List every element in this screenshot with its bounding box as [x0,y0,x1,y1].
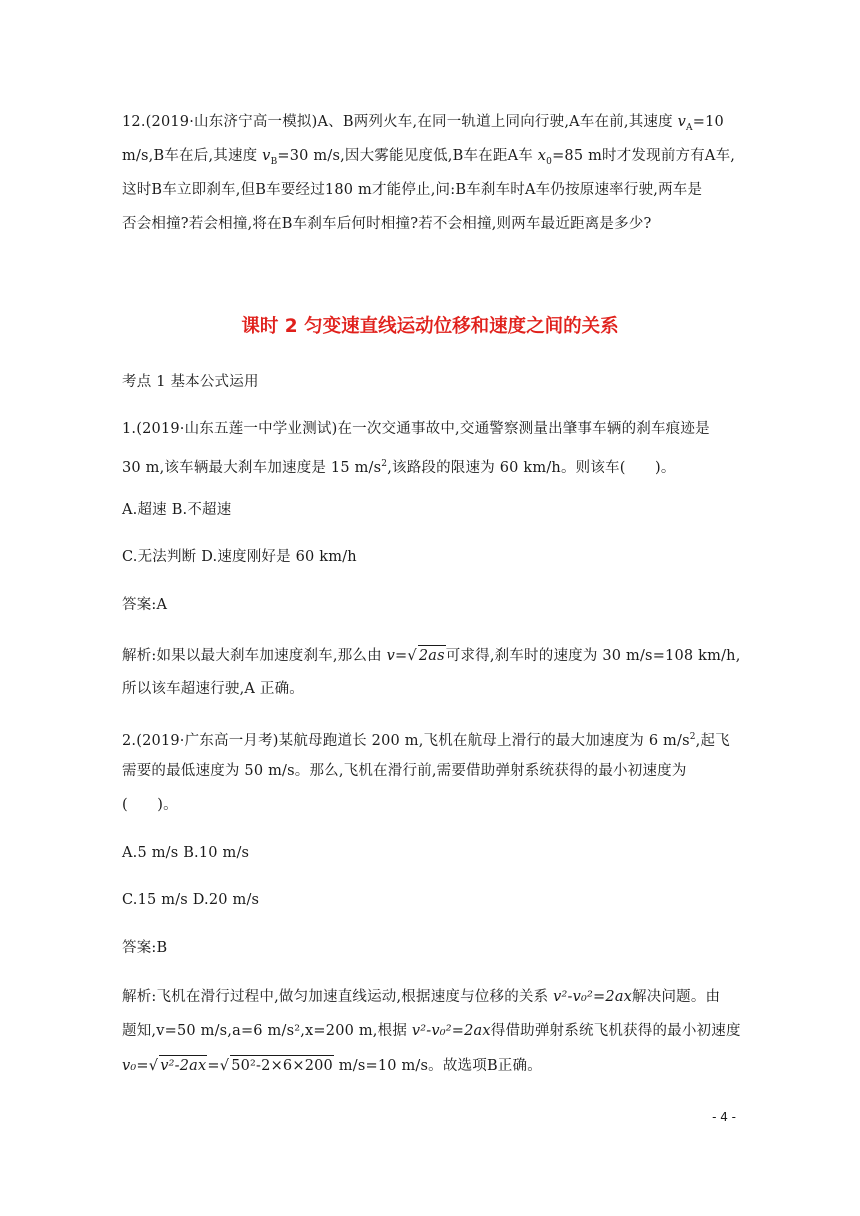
q12-line-4: 否会相撞?若会相撞,将在B车刹车后何时相撞?若不会相撞,则两车最近距离是多少? [122,216,652,232]
p2-options-ab: A.5 m/s B.10 m/s [122,845,250,861]
p1-exp-eq: = [395,648,408,664]
p2-line-2: 需要的最低速度为 50 m/s。那么,飞机在滑行前,需要借助弹射系统获得的最小初速度为 [122,763,687,779]
var-vA-sub: A [686,122,693,133]
p1-line-2 [122,454,676,478]
q12-line-1 [122,112,724,138]
p2-exp-formula-1: v²-v₀²=2ax [553,989,633,1005]
p1-exp-v: v [386,648,396,664]
p2-text-1a: 2.(2019·广东高一月考)某航母跑道长 200 m,飞机在航母上滑行的最大加速度为 6 m/s [122,732,690,749]
p1-explanation-2: 所以该车超速行驶,A 正确。 [122,681,304,697]
sqrt-symbol: √ [407,648,417,664]
p2-exp-formula-2: v²-v₀²=2ax [411,1023,491,1039]
q12-line-3: 这时B车立即刹车,但B车要经过180 m才能停止,问:B车刹车时A车仍按原速率行驶,两车是 [122,182,703,198]
p1-exp-text-b: 可求得,刹车时的速度为 30 m/s=108 km/h, [445,648,741,664]
p1-text-2b: ,该路段的限速为 60 km/h。则该车( )。 [387,459,676,476]
var-vA: v [677,114,687,130]
p1-text-2a: 30 m,该车辆最大刹车加速度是 15 m/s [122,459,382,476]
p2-exp-text-1a: 解析:飞机在滑行过程中,做匀加速直线运动,根据速度与位移的关系 [122,989,554,1005]
q12-source: 12.(2019·山东济宁高一模拟) [122,114,318,130]
p1-line-1: 1.(2019·山东五莲一中学业测试)在一次交通事故中,交通警察测量出肇事车辆的刹车痕迹是 [122,421,710,437]
p1-explanation-1 [122,645,741,666]
p2-sup: 2 [689,732,696,742]
p1-options-ab: A.超速 B.不超速 [122,502,232,518]
section-title: 课时 2 匀变速直线运动位移和速度之间的关系 [241,316,619,337]
var-x0: x [537,148,547,164]
p1-options-cd: C.无法判断 D.速度刚好是 60 km/h [122,549,357,565]
q12-text-2a: m/s,B车在后,其速度 [122,148,263,164]
p2-explanation-1 [122,987,720,1007]
p2-exp-text-2b: 得借助弹射系统飞机获得的最小初速度 [490,1023,741,1039]
p2-options-cd: C.15 m/s D.20 m/s [122,892,260,908]
p2-exp-eq: = [207,1058,220,1074]
p2-exp-radicand-1: v²-2ax [159,1055,207,1076]
q12-text-1c: =10 [692,114,724,130]
var-vB: v [262,148,271,164]
q12-text-1: A、B两列火车,在同一轨道上同向行驶,A车在前,其速度 [317,114,678,130]
p2-line-3: ( )。 [122,797,178,813]
p2-exp-v0: v₀= [122,1058,149,1074]
q12-text-2c: =85 m时才发现前方有A车, [552,148,736,164]
var-x0-sub: 0 [546,156,553,167]
p2-exp-text-3b: m/s=10 m/s。故选项B正确。 [333,1058,542,1074]
p2-exp-x: x=200 m,根据 [305,1023,412,1039]
p2-exp-a: a=6 m/s², [232,1023,306,1039]
sqrt-symbol: √ [148,1058,159,1074]
sqrt-symbol: √ [219,1058,230,1074]
kaodian-heading: 考点 1 基本公式运用 [122,374,259,390]
q12-line-2 [122,146,735,172]
q12-text-2b: =30 m/s,因大雾能见度低,B车在距A车 [277,148,538,164]
page-number: - 4 - [712,1110,736,1124]
p2-explanation-2 [122,1021,741,1041]
p2-exp-radicand-2: 50²-2×6×200 [230,1055,334,1076]
p2-answer: 答案:B [122,940,168,956]
p2-line-1 [122,727,730,751]
p1-exp-radicand: 2as [418,645,446,666]
var-vB-sub: B [270,156,278,167]
p2-exp-text-2a: 题知, [122,1023,157,1039]
p2-exp-v: v=50 m/s, [156,1023,233,1039]
p2-text-1b: ,起飞 [695,732,730,749]
p2-explanation-3 [122,1055,542,1076]
p1-exp-text-a: 解析:如果以最大刹车加速度刹车,那么由 [122,648,387,664]
p2-exp-text-1b: 解决问题。由 [632,989,721,1005]
p1-sup: 2 [381,459,388,469]
p1-answer: 答案:A [122,597,168,613]
